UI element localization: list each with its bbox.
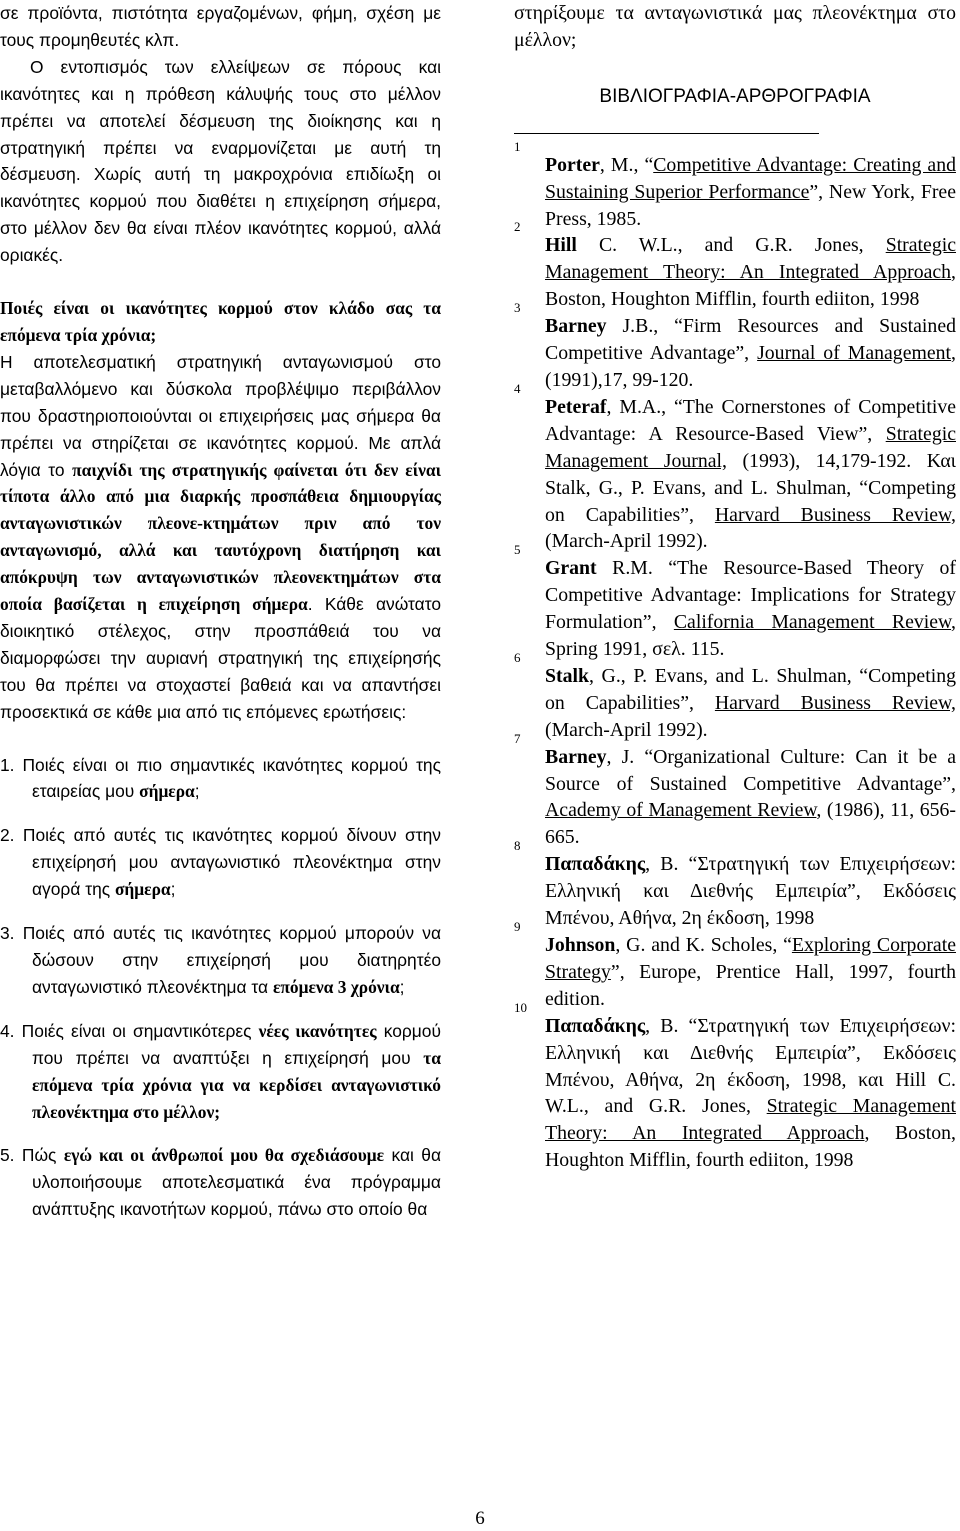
reference-item: 9 Johnson, G. and K. Scholes, “Exploring Corporate Strategy”, Europe, Prentice Hall, 1997, fourth edition. xyxy=(514,919,956,1010)
question-3: 3. Ποιές από αυτές τις ικανότητες κορμού μπορούν να δώσουν στην επιχείρησή μου διατηρητέο ανταγωνιστικό πλεονέκτημα τα επόμενα 3 χρόνια; xyxy=(0,923,441,997)
paragraph-gaps: Ο εντοπισμός των ελλείψεων σε πόρους και ικανότητες και η πρόθεση κάλυψής τους στο μέλλον πρέπει να αποτελεί δέσμευση της διοίκησης και η στρατηγική πρέπει να εναρμονίζεται με αυτή τη δέσμευση. Χωρίς αυτή τη μακροχρόνια επιδίωξη οι ικανότητες κορμού που διαθέτει η επιχείρηση σήμερα, στο μέλλον δεν θα είναι πλέον ικανότητες κορμού, αλλά οριακές. xyxy=(0,56,441,266)
reference-item: 10 Παπαδάκης, Β. “Στρατηγική των Επιχειρήσεων: Ελληνική και Διεθνής Εμπειρία”, Εκδόσεις Μπένου, Αθήνα, 2η έκδοση, 1998, και Hill C. W.L., and G.R. Jones, Strategic Management Theory: An Integrated Approach, Boston, Houghton Mifflin, fourth ediiton, 1998 xyxy=(514,999,957,1172)
paragraph-strategy: Η αποτελεσματική στρατηγική ανταγωνισμού στο μεταβαλλόμενο και δύσκολα προβλέψιμο περιβάλλον που δραστηριοποιούνται οι επιχειρήσεις μας σήμερα θα πρέπει να στηρίζεται σε ικανότητες κορμού. Με απλά λόγια το παιχνίδι της στρατηγικής φαίνεται ότι δεν είναι τίποτα άλλο από μια διαρκής προσπάθεια δημιουργίας ανταγωνιστικών πλεονε-κτημάτων πριν από τον ανταγωνισμό, αλλά και ταυτόχρονη διατήρηση και απόκρυψη των ανταγωνιστικών πλεονεκτημάτων στα οποία βασίζεται η επιχείρηση σήμερα. Κάθε ανώτατο διοικητικό στέλεχος, στην προσπάθειά του να διαμορφώσει την αυριανή στρατηγική της επιχείρησής του θα πρέπει να στοχαστεί βαθειά και να απαντήσει προσεκτικά σε κάθε μια από τις επόμενες ερωτήσεις: xyxy=(0,351,441,722)
reference-list xyxy=(514,138,957,1174)
reference-number: 1 xyxy=(514,138,521,154)
question-2: 2. Ποιές από αυτές τις ικανότητες κορμού δίνουν στην επιχείρησή μου ανταγωνιστικό πλεονέκτημα στην αγορά της σήμερα; xyxy=(0,825,441,900)
reference-number: 7 xyxy=(514,730,521,746)
section-heading: Ποιές είναι οι ικανότητες κορμού στον κλάδο σας τα επόμενα τρία χρόνια; xyxy=(0,298,441,345)
reference-number: 5 xyxy=(514,542,521,558)
question-4: 4. Ποιές είναι οι σημαντικότερες νέες ικανότητες κορμού που πρέπει να αναπτύξει η επιχείρησή μου τα επόμενα τρία χρόνια για να κερδίσει ανταγωνιστικό πλεονέκτημα στο μέλλον; xyxy=(0,1020,441,1122)
reference-item: 8 Παπαδάκης, Β. “Στρατηγική των Επιχειρήσεων: Ελληνική και Διεθνής Εμπειρία”, Εκδόσεις Μπένου, Αθήνα, 2η έκδοση, 1998 xyxy=(514,838,956,930)
paragraph-continuation-right: στηρίξουμε τα ανταγωνιστικά μας πλεονέκτημα στο μέλλον; xyxy=(514,2,956,51)
page-number: 6 xyxy=(475,1508,485,1529)
reference-item: 6 Stalk, G., P. Evans, and L. Shulman, “Competing on Capabilities”, Harvard Business Review, (March-April 1992). xyxy=(514,649,957,741)
reference-item: 4 Peteraf, M.A., “The Cornerstones of Competitive Advantage: A Resource-Based View”, Strategic Management Journal, (1993), 14,179-192. Και Stalk, G., P. Evans, and L. Shulman, “Competing on Capabilities”, Harvard Business Review, (March-April 1992). xyxy=(514,380,957,553)
right-column xyxy=(514,0,956,1174)
paragraph-continuation: σε προϊόντα, πιστότητα εργαζομένων, φήμη, σχέση με τους προμηθευτές κλπ. xyxy=(0,3,441,50)
reference-item: 5 Grant R.M. “The Resource-Based Theory of Competitive Advantage: Implications for Strategy Formulation”, California Management Review, Spring 1991, σελ. 115. xyxy=(514,542,956,661)
question-1: 1. Ποιές είναι οι πιο σημαντικές ικανότητες κορμού της εταιρείας μου σήμερα; xyxy=(0,754,441,802)
bibliography-heading: ΒΙΒΛΙΟΓΡΑΦΙΑ-ΑΡΘΡΟΓΡΑΦΙΑ xyxy=(599,85,871,107)
question-5: 5. Πώς εγώ και οι άνθρωποί μου θα σχεδιάσουμε και θα υλοποιήσουμε αποτελεσματικά ένα πρόγραμμα ανάπτυξης ικανοτήτων κορμού, πάνω στο οποίο θα xyxy=(0,1145,441,1220)
reference-number: 8 xyxy=(514,838,521,854)
reference-number: 9 xyxy=(514,919,521,934)
reference-number: 6 xyxy=(514,649,521,665)
reference-item: 2 Hill C. W.L., and G.R. Jones, Strategic Management Theory: An Integrated Approach, Boston, Houghton Mifflin, fourth ediiton, 1998 xyxy=(514,219,956,311)
reference-item: 7 Barney, J. “Organizational Culture: Can it be a Source of Sustained Competitive Advantage”, Academy of Management Review, (1986), 11, 656-665. xyxy=(514,730,957,849)
reference-item: 3 Barney J.B., “Firm Resources and Sustained Competitive Advantage”, Journal of Management, (1991),17, 99-120. xyxy=(514,300,956,391)
reference-number: 4 xyxy=(514,380,521,396)
left-column xyxy=(0,0,441,1223)
reference-number: 2 xyxy=(514,219,521,235)
reference-item: 1 Porter, M., “Competitive Advantage: Creating and Sustaining Superior Performance”, New York, Free Press, 1985. xyxy=(514,138,956,230)
reference-number: 10 xyxy=(514,999,527,1015)
reference-number: 3 xyxy=(514,300,521,316)
